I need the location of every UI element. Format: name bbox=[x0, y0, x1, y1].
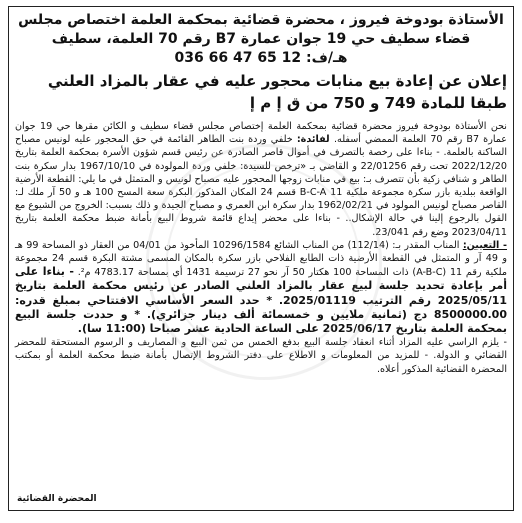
price-and-date: * حدد السعر الأساسي الافتتاحي بمبلغ قدره: 8500000.00 دج (ثمانية ملايين و خمسمائة ألف دينار جزائري). * و حددت جلسة البيع بمحكمة العلمة بتاريخ 2025/06/17 على الساعة الحادية عشر صباحا (11:00 سا). bbox=[15, 293, 507, 336]
title-line-2: طبقا للمادة 749 و 750 من ق إ م إ bbox=[249, 94, 507, 112]
header-line-2: قضاء سطيف حي 19 جوان عمارة B7 رقم 70 العلمة، سطيف bbox=[51, 31, 471, 47]
beneficiary-label: لفائدة: bbox=[296, 134, 334, 146]
announcement-body bbox=[9, 114, 513, 376]
paragraph-1-intro: نحن الأستاذة بودوخة فيروز محضرة قضائية بمحكمة العلمة إختصاص مجلس قضاء سطيف و الكائن مقرها حي 19 جوان عمارة B7 رقم 70 العلمة الممضي أسفله. bbox=[15, 121, 508, 146]
header-line-1: الأستاذة بودوخة فيروز ، محضرة قضائية بمحكمة العلمة اختصاص مجلس bbox=[18, 12, 504, 28]
designation-details: المناب المقدر بـ: (112/14) من المناب الشائع 10296/1584 المأخوذ من 04/01 من العقار ذو المساحة 99 هـ و 49 آر و المتمثل في القطعة الأرضية ذات الطابع الفلاحي بازر سكرة بالمكان المسمى مشتة البكرة قسم 24 مجموعة ملكية رقم 11 (A-B-C) ذات المساحة 100 هكتار 50 آر نحو 27 ترسيمة 1431 أي بمساحة 4783.17 م². bbox=[15, 239, 507, 279]
header-phone: هـ/ف: 12 65 47 66 036 bbox=[174, 50, 348, 66]
header bbox=[9, 7, 513, 68]
paragraph-1 bbox=[15, 120, 507, 239]
announcement-title bbox=[9, 68, 513, 114]
auction-order: - بناءا على أمر بإعادة تحديد جلسة لبيع عقار بالمزاد العلني الصادر عن رئيس محكمة العلمة بتاريخ 2025/05/11 رقم الترتيب 2025/01119. bbox=[15, 265, 507, 307]
announcement-page bbox=[8, 6, 514, 511]
paragraph-2 bbox=[15, 239, 507, 336]
title-line-1: إعلان عن إعادة بيع منابات محجور عليه في عقار بالمزاد العلني bbox=[47, 72, 507, 90]
signature: المحضرة القضائية bbox=[17, 494, 97, 504]
paragraph-1-details: خلفي وردة بنت الطاهر القائمة في حق المحجور عليه لونيس مصباح الساكنة بالعلمة. - بناءا على رخصة بالتصرف في أموال قاصر الصادرة عن رئيس قسم شؤون الأسرة بمحكمة العلمة بتاريخ 2022/12/20 تحت رقم 22/01256 و القاضي بـ «ترخص للسيدة: خلفي وردة المولودة في 1967/10/10 بدار سكرة بنت الطاهر و شنافي زكية بأن تتصرف بـ: بيع في منابات زوجها المحجور عليه مصباح لونيس و المتمثل في ما يلي: القطعة الأرضية الواقعة ببلدية بازر سكرة مجموعة ملكية B-C-A 11 قسم 24 المكان المذكور البكرة سعة المسح 100 هـ و 50 آر ملك لـ: القاصر مصباح لونيس المولود في 1962/02/21 بدار سكرة ابن العمري و مصباح الجيدة و ذلك بسبب: الخروج من الشيوع مع القول بالرجوع إلينا في حالة الإشكال.. - بناءا على محضر إيداع قائمة شروط البيع بأمانة ضبط محكمة العلمة بتاريخ 2023/04/11 وضع رقم 23/041. bbox=[15, 134, 507, 238]
paragraph-3: - يلزم الراسي عليه المزاد أثناء انعقاد جلسة البيع بدفع الخمس من ثمن البيع و المصاريف و الرسوم المستحقة للمحضر القضائي و الدولة. - للمزيد من المعلومات و الاطلاع على دفتر الشروط الإتصال بأمانة ضبط محكمة العلمة أو بمكتب المحضرة القضائية المذكور أعلاه. bbox=[15, 337, 507, 375]
designation-label: - التعيين: bbox=[462, 239, 508, 251]
